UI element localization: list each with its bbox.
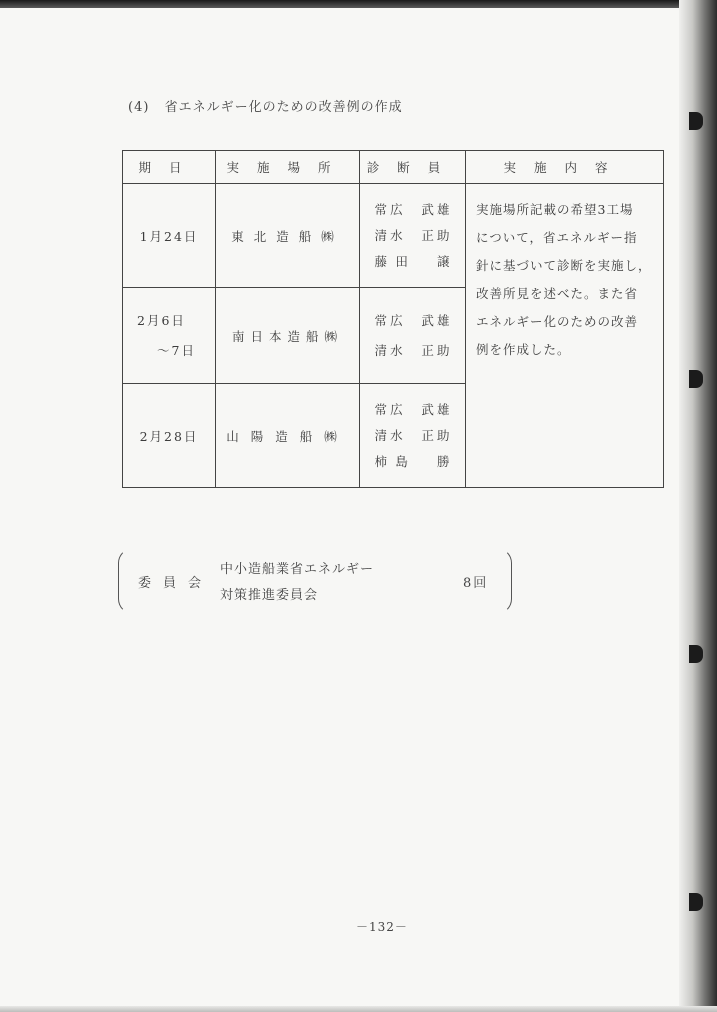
date-line: 2月28日 [139,428,199,444]
row-diagnosticians [360,384,466,488]
binding-hole-mark [689,893,703,911]
content-line: エネルギー化のための改善 [476,314,639,329]
date-line: 2月6日 [137,312,186,328]
date-line: ～7日 [157,342,196,358]
diagnostician-name: 柿島 勝 [374,453,451,469]
committee-name-line: 対策推進委員会 [220,588,319,603]
row-date [123,384,216,488]
diagnostician-name: 清水 正助 [374,342,451,358]
diagnostician-name: 清水 正助 [374,227,451,243]
header-content: 実施内容 [466,151,664,184]
binding-hole-mark [689,370,703,388]
table-header-row [123,151,664,184]
binding-hole-mark [689,112,703,130]
content-line: について，省エネルギー指 [476,230,638,245]
content-line: 実施場所記載の希望3工場 [476,202,634,217]
section-number: (4) [128,100,150,115]
section-title: 省エネルギー化のための改善例の作成 [164,100,403,115]
row-diagnosticians [360,184,466,288]
committee-block [118,548,512,616]
diagnostician-name: 常広 武雄 [374,401,451,417]
row-place: 山陽造船㈱ [216,384,360,488]
committee-meeting-count: 8回 [463,576,489,591]
row-diagnosticians [360,288,466,384]
diagnostician-name: 清水 正助 [374,427,451,443]
left-parenthesis [118,548,133,614]
content-line: 針に基づいて診断を実施し， [476,258,652,273]
table-row [123,184,664,288]
diagnosis-table [122,150,664,488]
row-place: 南日本造船㈱ [216,288,360,384]
row-date [123,288,216,384]
content-line: 例を作成した。 [476,342,571,357]
row-date [123,184,216,288]
diagnostician-name: 藤田 譲 [374,253,451,269]
date-line: 1月24日 [139,228,199,244]
diagnostician-name: 常広 武雄 [374,201,451,217]
right-parenthesis [497,548,512,614]
binding-edge [679,0,717,1012]
header-date: 期日 [123,151,216,184]
content-cell [466,184,664,488]
header-place: 実施場所 [216,151,360,184]
row-place: 東北造船㈱ [216,184,360,288]
binding-hole-mark [689,645,703,663]
content-line: 改善所見を述べた。また省 [476,286,639,301]
committee-label: 委員会 [138,576,214,591]
header-diagnostician: 診断員 [360,151,466,184]
page-number: －132－ [356,920,408,934]
committee-name-line: 中小造船業省エネルギー [220,562,375,577]
scan-bottom-edge [0,1006,717,1012]
scan-top-edge [0,0,717,8]
diagnostician-name: 常広 武雄 [374,312,451,328]
section-heading [128,96,403,115]
